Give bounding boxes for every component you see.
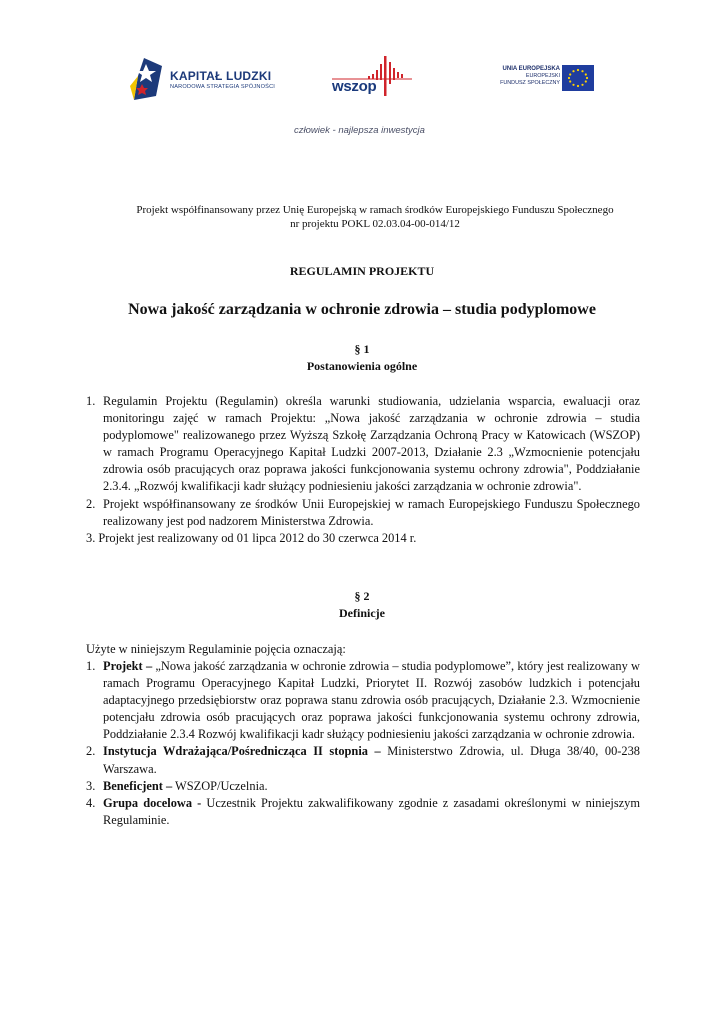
section-2-list (86, 658, 640, 829)
list-item-number: 3. (86, 530, 96, 545)
eu-flag-icon (562, 65, 594, 91)
slogan: człowiek - najlepsza inwestycja (294, 125, 425, 136)
list-item (86, 393, 640, 496)
list-item (86, 658, 640, 743)
list-item-number: 1. (86, 394, 96, 408)
eu-line1: UNIA EUROPEJSKA (502, 66, 560, 72)
list-item-text: Projekt jest realizowany od 01 lipca 2012 do 30 czerwca 2014 r. (98, 530, 417, 545)
funding-line-1: Projekt współfinansowany przez Unię Europejską w ramach środków Europejskiego Funduszu Społecznego (136, 204, 614, 216)
section-2-title: Definicje (339, 606, 385, 620)
kapital-ludzki-emblem-icon (128, 56, 168, 104)
eu-logo (474, 62, 594, 96)
wszop-logo (328, 52, 418, 104)
kapital-ludzki-title: KAPITAŁ LUDZKI (170, 69, 272, 83)
logo-strip (0, 0, 724, 150)
eu-text (500, 66, 560, 86)
kapital-ludzki-subtitle: NARODOWA STRATEGIA SPÓJNOŚCI (170, 84, 276, 90)
list-item (86, 743, 640, 777)
list-item-text: Projekt współfinansowany ze środków Unii Europejskiej w ramach Europejskiego Funduszu Społecznego realizowany jest pod nadzorem Ministerstwa Zdrowia. (103, 496, 640, 528)
section-1-title: Postanowienia ogólne (306, 359, 418, 373)
eu-line3: FUNDUSZ SPOŁECZNY (500, 79, 560, 86)
definition-term: Beneficjent – (103, 778, 173, 793)
list-item (86, 778, 640, 795)
list-item (86, 530, 640, 547)
definition-term: Projekt – (103, 659, 153, 673)
wszop-name: wszop (332, 78, 377, 95)
eu-line2: EUROPEJSKI (525, 72, 560, 79)
regulation-title: REGULAMIN PROJEKTU (289, 264, 435, 278)
list-item (86, 795, 640, 829)
section-2-heading (0, 588, 724, 622)
list-item-number: 2. (86, 496, 96, 511)
list-item (86, 496, 640, 530)
definition-term: Grupa docelowa - (103, 795, 202, 810)
section-2-intro: Użyte w niniejszym Regulaminie pojęcia oznaczają: (86, 642, 346, 656)
section-1-heading (0, 341, 724, 375)
definition-term: Instytucja Wdrażająca/Pośrednicząca II stopnia – (103, 744, 381, 759)
list-item-number: 4. (86, 795, 96, 810)
section-2-number: § 2 (354, 589, 370, 603)
list-item-number: 1. (86, 659, 96, 673)
definition-text: Uczestnik Projektu zakwalifikowany zgodnie z zasadami określonymi w niniejszym Regulaminie. (103, 795, 640, 827)
kapital-ludzki-logo (128, 56, 288, 104)
funding-notice (80, 203, 670, 231)
section-1-list (86, 393, 640, 547)
main-title: Nowa jakość zarządzania w ochronie zdrowia – studia podyplomowe (128, 301, 596, 318)
definition-text: WSZOP/Uczelnia. (172, 778, 268, 793)
list-item-text: Regulamin Projektu (Regulamin) określa warunki studiowania, udzielania wsparcia, ewaluacji oraz monitoringu zajęć w ramach Projektu: „Nowa jakość zarządzania w ochronie zdrowia – studia podyplomowe" realizowanego przez Wyższą Szkołę Zarządzania Ochroną Pracy w Katowicach (WSZOP) w ramach Programu Operacyjnego Kapitał Ludzki 2007-2013, Działanie 2.3 „Wzmocnienie potencjału zdrowia osób pracujących oraz poprawa jakości funkcjonowania systemu ochrony zdrowia", Poddziałanie 2.3.4. „Rozwój kwalifikacji kadr służący podniesieniu jakości zarządzania w ochronie zdrowia". (103, 394, 640, 494)
funding-line-2: nr projektu POKL 02.03.04-00-014/12 (290, 218, 460, 230)
list-item-number: 3. (86, 778, 96, 793)
definition-text: Ministerstwo Zdrowia, ul. Długa 38/40, 00-238 Warszawa. (103, 744, 641, 776)
definition-text: „Nowa jakość zarządzania w ochronie zdrowia – studia podyplomowe”, który jest realizowany w ramach Programu Operacyjnego Kapitał Ludzki, Priorytet II. Rozwój zasobów ludzkich i potencjału adaptacyjnego przedsiębiorstw oraz poprawa stanu zdrowia osób pracujących, Działanie 2.3. Wzmocnienie potencjału zdrowia osób pracujących oraz poprawa jakości funkcjonowania systemu ochrony zdrowia, Poddziałanie 2.3.4 Rozwój kwalifikacji kadr służący podniesieniu jakości zarządzania w ochronie zdrowia. (103, 659, 640, 742)
list-item-number: 2. (86, 744, 96, 759)
section-1-number: § 1 (354, 342, 370, 356)
